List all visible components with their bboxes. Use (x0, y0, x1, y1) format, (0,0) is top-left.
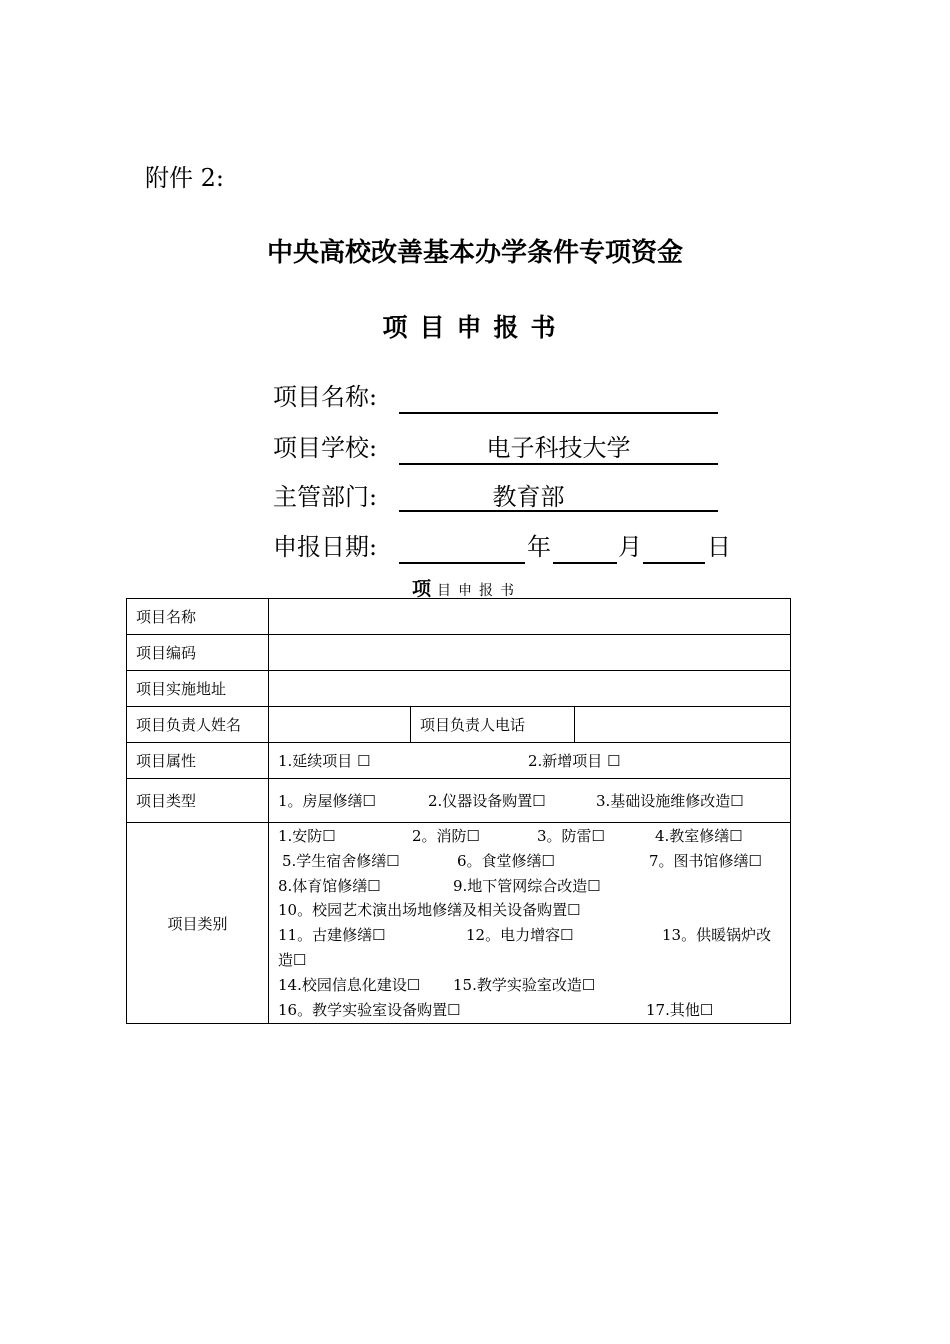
attribute-options (269, 743, 791, 779)
checkbox-option[interactable]: 3。防雷☐ (537, 827, 605, 845)
cover-field-value[interactable]: 教育部 (399, 480, 718, 512)
category-line (278, 824, 781, 849)
table-row (127, 599, 791, 635)
checkbox-option[interactable]: 8.体育馆修缮☐ (278, 876, 381, 895)
cover-field-label: 项目学校: (273, 434, 378, 462)
document-title: 中央高校改善基本办学条件专项资金 (266, 238, 683, 268)
cover-field-label: 申报日期: (273, 533, 378, 561)
checkbox-option[interactable]: 2.新增项目 ☐ (528, 752, 621, 770)
type-options (269, 779, 791, 823)
date-year-unit: 年 (527, 533, 551, 561)
label-leader-name: 项目负责人姓名 (127, 707, 269, 743)
category-line (278, 948, 781, 973)
cover-field-label: 项目名称: (273, 383, 378, 411)
table-row (127, 823, 791, 1024)
date-month-unit: 月 (618, 533, 642, 561)
date-year-blank[interactable] (399, 530, 525, 564)
label-project-address: 项目实施地址 (127, 671, 269, 707)
input-leader-phone[interactable] (575, 707, 791, 743)
checkbox-option-continued: 造☐ (278, 950, 307, 969)
checkbox-option[interactable]: 6。食堂修缮☐ (457, 851, 555, 870)
category-line (278, 849, 781, 874)
cover-field-department (273, 480, 565, 514)
input-project-address[interactable] (269, 671, 791, 707)
checkbox-option[interactable]: 2.仪器设备购置☐ (428, 792, 546, 810)
table-row (127, 635, 791, 671)
application-form-table (126, 598, 791, 1024)
category-line (278, 973, 781, 998)
table-caption (412, 574, 521, 601)
input-leader-name[interactable] (269, 707, 411, 743)
checkbox-option[interactable]: 1.延续项目 ☐ (278, 752, 371, 770)
label-project-code: 项目编码 (127, 635, 269, 671)
table-row (127, 779, 791, 823)
checkbox-option[interactable]: 16。教学实验室设备购置☐ (278, 1000, 461, 1019)
date-day-blank[interactable] (643, 530, 705, 564)
checkbox-option[interactable]: 3.基础设施维修改造☐ (596, 792, 744, 810)
attachment-label: 附件 2: (145, 164, 224, 192)
table-row (127, 707, 791, 743)
table-row (127, 743, 791, 779)
date-day-unit: 日 (707, 533, 731, 561)
checkbox-option[interactable]: 2。消防☐ (412, 827, 480, 845)
checkbox-option[interactable]: 14.校园信息化建设☐ (278, 975, 421, 994)
input-project-name[interactable] (269, 599, 791, 635)
input-project-code[interactable] (269, 635, 791, 671)
checkbox-option[interactable]: 4.教室修缮☐ (655, 827, 743, 845)
checkbox-option[interactable]: 17.其他☐ (646, 1000, 714, 1019)
label-project-name: 项目名称 (127, 599, 269, 635)
category-line (278, 998, 781, 1023)
checkbox-option[interactable]: 1.安防☐ (278, 827, 336, 845)
checkbox-option[interactable]: 12。电力增容☐ (466, 926, 574, 945)
checkbox-option[interactable]: 9.地下管网综合改造☐ (453, 876, 601, 895)
document-subtitle: 项目申报书 (382, 313, 568, 342)
checkbox-option[interactable]: 11。古建修缮☐ (278, 926, 386, 945)
checkbox-option[interactable]: 13。供暖锅炉改 (662, 926, 772, 945)
category-line (278, 874, 781, 899)
checkbox-option[interactable]: 1。房屋修缮☐ (278, 792, 376, 810)
cover-field-project-name (273, 380, 399, 414)
category-line (278, 923, 781, 948)
category-options (269, 823, 791, 1024)
cover-field-school (273, 431, 631, 465)
cover-field-label: 主管部门: (273, 483, 378, 511)
cover-field-value[interactable] (399, 380, 718, 414)
table-caption-big: 项 (412, 578, 432, 600)
date-month-blank[interactable] (553, 530, 617, 564)
checkbox-option[interactable]: 10。校园艺术演出场地修缮及相关设备购置☐ (278, 901, 581, 920)
label-project-category: 项目类别 (127, 823, 269, 1024)
checkbox-option[interactable]: 15.教学实验室改造☐ (453, 975, 596, 994)
category-line (278, 898, 781, 923)
label-project-type: 项目类型 (127, 779, 269, 823)
label-leader-phone: 项目负责人电话 (411, 707, 575, 743)
table-row (127, 671, 791, 707)
label-project-attribute: 项目属性 (127, 743, 269, 779)
table-caption-rest: 目申报书 (437, 583, 522, 599)
checkbox-option[interactable]: 7。图书馆修缮☐ (649, 851, 762, 870)
checkbox-option[interactable]: 5.学生宿舍修缮☐ (282, 851, 400, 870)
cover-field-value[interactable]: 电子科技大学 (399, 431, 718, 465)
